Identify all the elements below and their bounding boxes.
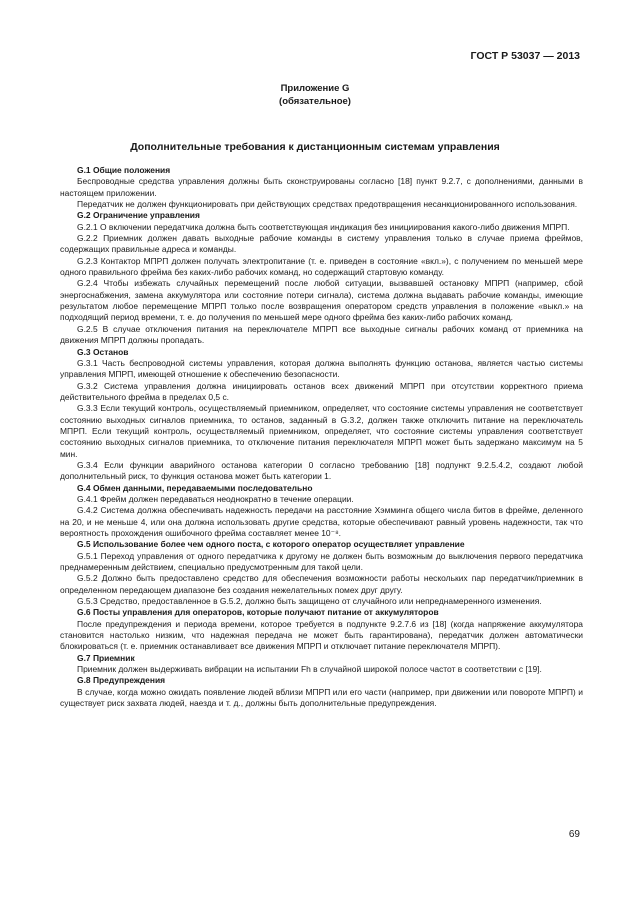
appendix-status: (обязательное) [279, 96, 351, 107]
paragraph: G.2.1 О включении передатчика должна быть соответствующая индикация без инициирования какого-либо движения МПРП. [77, 221, 570, 232]
section-heading: G.6 Посты управления для операторов, которые получают питание от аккумуляторов [77, 607, 439, 618]
appendix-label: Приложение G [280, 83, 350, 94]
paragraph: G.2.5 В случае отключения питания на переключателе МПРП все выходные сигналы рабочих команд от приемника на движения МПРП должны пропадать. [60, 323, 583, 346]
appendix-heading [0, 82, 630, 108]
section-heading: G.3 Останов [77, 346, 129, 357]
paragraph: Передатчик не должен функционировать при действующих средствах предотвращения несанкционированного использования. [77, 199, 578, 210]
paragraph: G.3.4 Если функции аварийного останова категории 0 согласно требованию [18] подпункт 9.2.5.4.2, создают любой дополнительный риск, то функция останова может быть категории 1. [60, 459, 583, 482]
section-heading: G.8 Предупреждения [77, 675, 166, 686]
paragraph: G.2.4 Чтобы избежать случайных перемещений после любой ситуации, вызвавшей остановку МПРП (например, сбой энергоснабжения, замена аккумулятора или состояние потери сигнала), система должна выдавать рабочие команды, имеющие результатом любое перемещение МПРП только после возвращения оператором средств управления в положение «выкл.» на подходящий период времени, т. е. до получения по меньшей мере одного фрейма без каких-либо рабочих команд. [60, 278, 583, 323]
paragraph: G.4.1 Фрейм должен передаваться неоднократно в течение операции. [77, 493, 354, 504]
paragraph: G.5.2 Должно быть предоставлено средство для обеспечения возможности работы нескольких пар передатчик/приемник в определенном передающем диапазоне без создания нежелательных помех друг другу. [60, 573, 583, 595]
paragraph: После предупреждения и периода времени, которое требуется в подпункте 9.2.7.6 из [18] (когда напряжение аккумулятора становится настолько низким, что надежная передача не может быть гарантирована), передатчик должен автоматически блокироваться (т. е. приемник останавливает все движения МПРП и отключает питание переключателя МПРП). [60, 618, 583, 652]
document-body [60, 165, 583, 710]
section-heading: G.5 Использование более чем одного поста, с которого оператор осуществляет управление [77, 539, 465, 550]
section-heading: G.2 Ограничение управления [77, 210, 200, 221]
page-title: Дополнительные требования к дистанционным системам управления [130, 141, 500, 153]
document-code: ГОСТ Р 53037 — 2013 [470, 50, 580, 62]
paragraph: G.3.3 Если текущий контроль, осуществляемый приемником, определяет, что состояние системы управления не соответствует состоянию выходных сигналов приемника, то останов, заданный в G.3.2, должен также отключить питание на переключатель МПРП. Если текущий контроль, осуществляемый приемником, определяет, что состояние системы управления соответствует состоянию выходных сигналов приемника, то отключение питания переключателя МПРП может быть задержано максимум на 5 мин. [60, 403, 583, 459]
paragraph: G.4.2 Система должна обеспечивать надежность передачи на расстояние Хэмминга общего числа битов в фрейме, деленного на 20, и не меньше 4, или она должна использовать другие средства, которые обеспечивают равный уровень надежности, так что вероятность прохождения ошибочного фрейма составляет менее 10⁻⁸. [60, 505, 583, 538]
section-heading: G.7 Приемник [77, 652, 135, 663]
paragraph: G.2.3 Контактор МПРП должен получать электропитание (т. е. приведен в состояние «вкл.»), с получением по меньшей мере одного правильного фрейма без каких-либо рабочих команд, но содержащий стартовую команду. [60, 255, 583, 278]
paragraph: G.3.2 Система управления должна инициировать останов всех движений МПРП при отсутствии корректного приема действительного фрейма в пределах 0,5 с. [60, 380, 583, 402]
section-heading: G.1 Общие положения [77, 165, 171, 175]
paragraph: Приемник должен выдерживать вибрации на испытании Fh в случайной широкой полосе частот в соответствии с [19]. [77, 664, 542, 675]
section-heading: G.4 Обмен данными, передаваемыми последовательно [77, 482, 313, 493]
paragraph: G.5.3 Средство, предоставленное в G.5.2, должно быть защищено от случайного или непреднамеренного изменения. [77, 596, 542, 607]
page-number: 69 [568, 829, 580, 840]
paragraph: G.3.1 Часть беспроводной системы управления, которая должна выполнять функцию останова, является частью системы управления МПРП, имеющей отношение к обеспечению безопасности. [60, 357, 583, 380]
paragraph: Беспроводные средства управления должны быть сконструированы согласно [18] пункт 9.2.7, с дополнениями, данными в настоящем приложении. [60, 176, 583, 198]
paragraph: G.2.2 Приемник должен давать выходные рабочие команды в систему управления только в случае приема фреймов, содержащих правильные адреса и команды. [60, 233, 583, 255]
paragraph: G.5.1 Переход управления от одного передатчика к другому не должен быть возможным до выключения первого передатчика преднамеренным действием, специально предусмотренным для такой цели. [60, 550, 583, 573]
paragraph: В случае, когда можно ожидать появление людей вблизи МПРП или его части (например, при движении или повороте МПРП) и существует риск захвата людей, наезда и т. д., должны быть дополнительные предупреждения. [60, 686, 583, 709]
